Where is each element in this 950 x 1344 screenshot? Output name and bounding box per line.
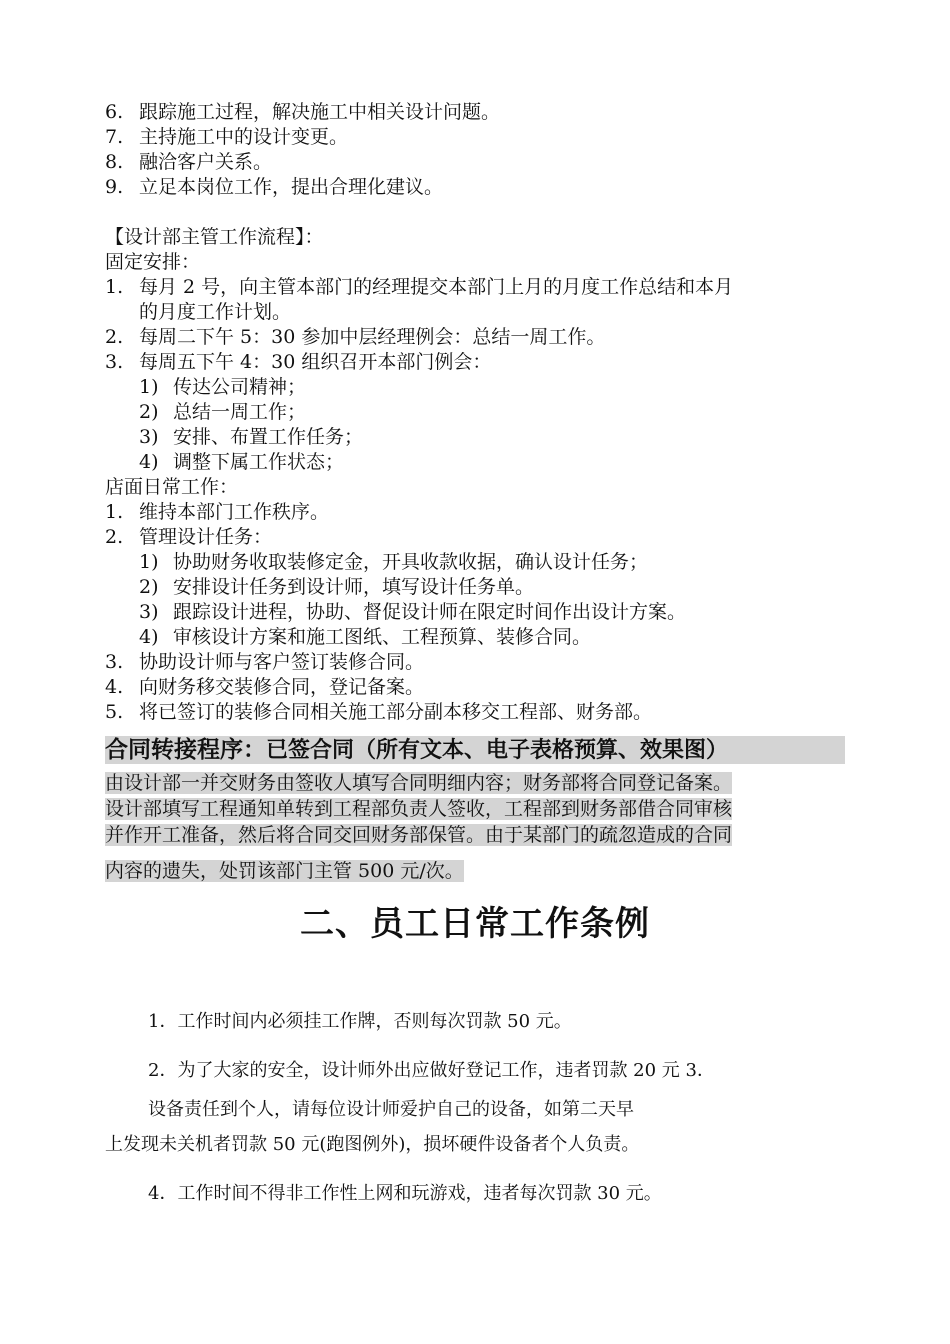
list-item: 9. 立足本岗位工作，提出合理化建议。 — [105, 176, 444, 198]
sub-list-item: 4) 审核设计方案和施工图纸、工程预算、装修合同。 — [139, 626, 592, 648]
list-item-continuation: 的月度工作计划。 — [139, 301, 292, 323]
rule-item: 2．为了大家的安全，设计师外出应做好登记工作，违者罚款 20 元 3． — [148, 1060, 715, 1081]
list-item: 4. 向财务移交装修合同，登记备案。 — [105, 676, 425, 698]
sub-list-item: 2) 安排设计任务到设计师，填写设计任务单。 — [139, 576, 535, 598]
contract-paragraph-line: 内容的遗失，处罚该部门主管 500 元/次。 — [105, 860, 464, 882]
list-item: 6. 跟踪施工过程，解决施工中相关设计问题。 — [105, 101, 501, 123]
list-item: 3. 协助设计师与客户签订装修合同。 — [105, 651, 425, 673]
sub-list-item: 3) 安排、布置工作任务； — [139, 426, 364, 448]
list-item: 2. 每周二下午 5：30 参加中层经理例会：总结一周工作。 — [105, 326, 606, 348]
sub-list-item: 3) 跟踪设计进程，协助、督促设计师在限定时间作出设计方案。 — [139, 601, 687, 623]
rule-item: 设备责任到个人，请每位设计师爱护自己的设备，如第二天早 — [148, 1099, 634, 1120]
list-item: 1. 维持本部门工作秩序。 — [105, 501, 330, 523]
section-title: 【设计部主管工作流程】： — [105, 226, 324, 248]
subsection-label: 店面日常工作： — [105, 476, 239, 498]
rule-item: 1．工作时间内必须挂工作牌，否则每次罚款 50 元。 — [148, 1011, 572, 1032]
sub-list-item: 1) 协助财务收取装修定金，开具收款收据，确认设计任务； — [139, 551, 649, 573]
subsection-label: 固定安排： — [105, 251, 201, 273]
contract-heading: 合同转接程序：已签合同（所有文本、电子表格预算、效果图） — [105, 736, 845, 764]
sub-list-item: 1) 传达公司精神； — [139, 376, 307, 398]
sub-list-item: 4) 调整下属工作状态； — [139, 451, 345, 473]
list-item: 5. 将已签订的装修合同相关施工部分副本移交工程部、财务部。 — [105, 701, 653, 723]
section-heading: 二、员工日常工作条例 — [300, 904, 650, 944]
list-item: 2. 管理设计任务： — [105, 526, 273, 548]
rule-item: 4．工作时间不得非工作性上网和玩游戏，违者每次罚款 30 元。 — [148, 1183, 662, 1204]
contract-paragraph-line: 由设计部一并交财务由签收人填写合同明细内容；财务部将合同登记备案。 — [105, 772, 733, 794]
list-item: 7. 主持施工中的设计变更。 — [105, 126, 349, 148]
rule-item: 上发现未关机者罚款 50 元(跑图例外)，损坏硬件设备者个人负责。 — [105, 1134, 640, 1155]
contract-paragraph-line: 并作开工准备，然后将合同交回财务部保管。由于某部门的疏忽造成的合同 — [105, 824, 733, 846]
contract-paragraph-line: 设计部填写工程通知单转到工程部负责人签收，工程部到财务部借合同审核 — [105, 798, 733, 820]
list-item: 8. 融洽客户关系。 — [105, 151, 273, 173]
list-item: 3. 每周五下午 4：30 组织召开本部门例会： — [105, 351, 492, 373]
list-item: 1. 每月 2 号，向主管本部门的经理提交本部门上月的月度工作总结和本月 — [105, 276, 734, 298]
sub-list-item: 2) 总结一周工作； — [139, 401, 307, 423]
